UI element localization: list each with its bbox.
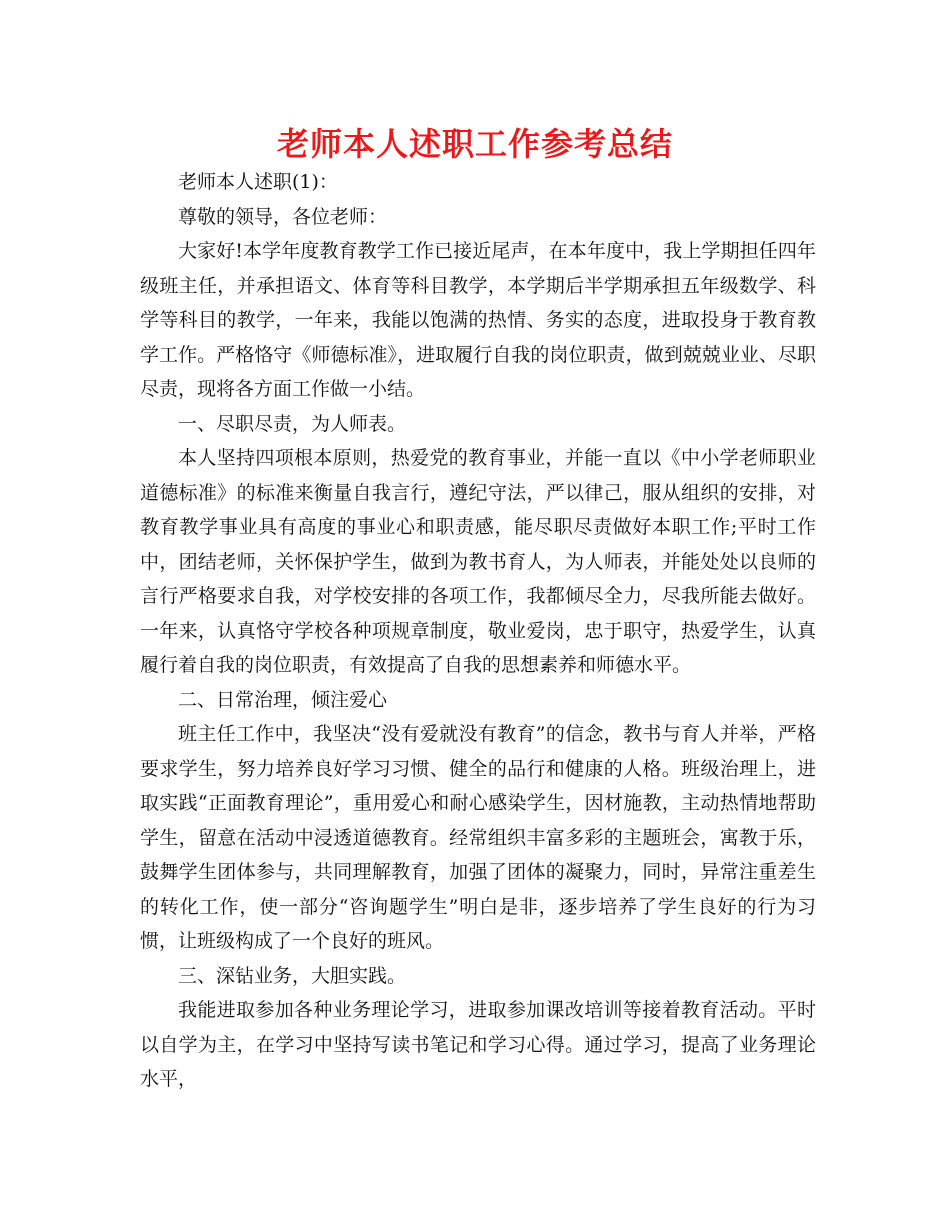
section-heading: 三、深钻业务，大胆实践。 bbox=[178, 964, 407, 987]
paragraph: 班主任工作中，我坚决“没有爱就没有教育”的信念，教书与育人并举，严格要求学生，努力培养良好学习习惯、健全的品行和健康的人格。班级治理上，进取实践“正面教育理论”，重用爱心和耐心感染学生，因材施教，主动热情地帮助学生，留意在活动中浸透道德教育。经常组织丰富多彩的主题班会，寓教于乐，鼓舞学生团体参与，共同理解教育，加强了团体的凝聚力，同时，异常注重差生的转化工作，使一部分“咨询题学生”明白是非，逐步培养了学生良好的行为习惯，让班级构成了一个良好的班风。 bbox=[140, 723, 816, 952]
paragraph: 大家好!本学年度教育教学工作已接近尾声，在本年度中，我上学期担任四年级班主任，并承担语文、体育等科目教学，本学期后半学期承担五年级数学、科学等科目的教学，一年来，我能以饱满的热情、务实的态度，进取投身于教育教学工作。严格恪守《师德标准》，进取履行自我的岗位职责，做到兢兢业业、尽职尽责，现将各方面工作做一小结。 bbox=[140, 240, 816, 400]
paragraph: 本人坚持四项根本原则，热爱党的教育事业，并能一直以《中小学老师职业道德标准》的标准来衡量自我言行，遵纪守法，严以律己，服从组织的安排，对教育教学事业具有高度的事业心和职责感，能尽职尽责做好本职工作;平时工作中，团结老师，关怀保护学生，做到为教书育人，为人师表，并能处处以良师的言行严格要求自我，对学校安排的各项工作，我都倾尽全力，尽我所能去做好。一年来，认真恪守学校各种项规章制度，敬业爱岗，忠于职守，热爱学生，认真履行着自我的岗位职责，有效提高了自我的思想素养和师德水平。 bbox=[140, 447, 816, 676]
section-heading: 二、日常治理，倾注爱心 bbox=[178, 688, 388, 711]
section-heading: 一、尽职尽责，为人师表。 bbox=[178, 412, 407, 435]
paragraph: 尊敬的领导，各位老师： bbox=[178, 205, 388, 228]
document-title: 老师本人述职工作参考总结 bbox=[276, 125, 673, 163]
paragraph: 我能进取参加各种业务理论学习，进取参加课改培训等接着教育活动。平时以自学为主，在学习中坚持写读书笔记和学习心得。通过学习，提高了业务理论水平， bbox=[140, 999, 816, 1090]
paragraph: 老师本人述职(1)： bbox=[178, 171, 338, 193]
document-body bbox=[140, 165, 816, 1097]
